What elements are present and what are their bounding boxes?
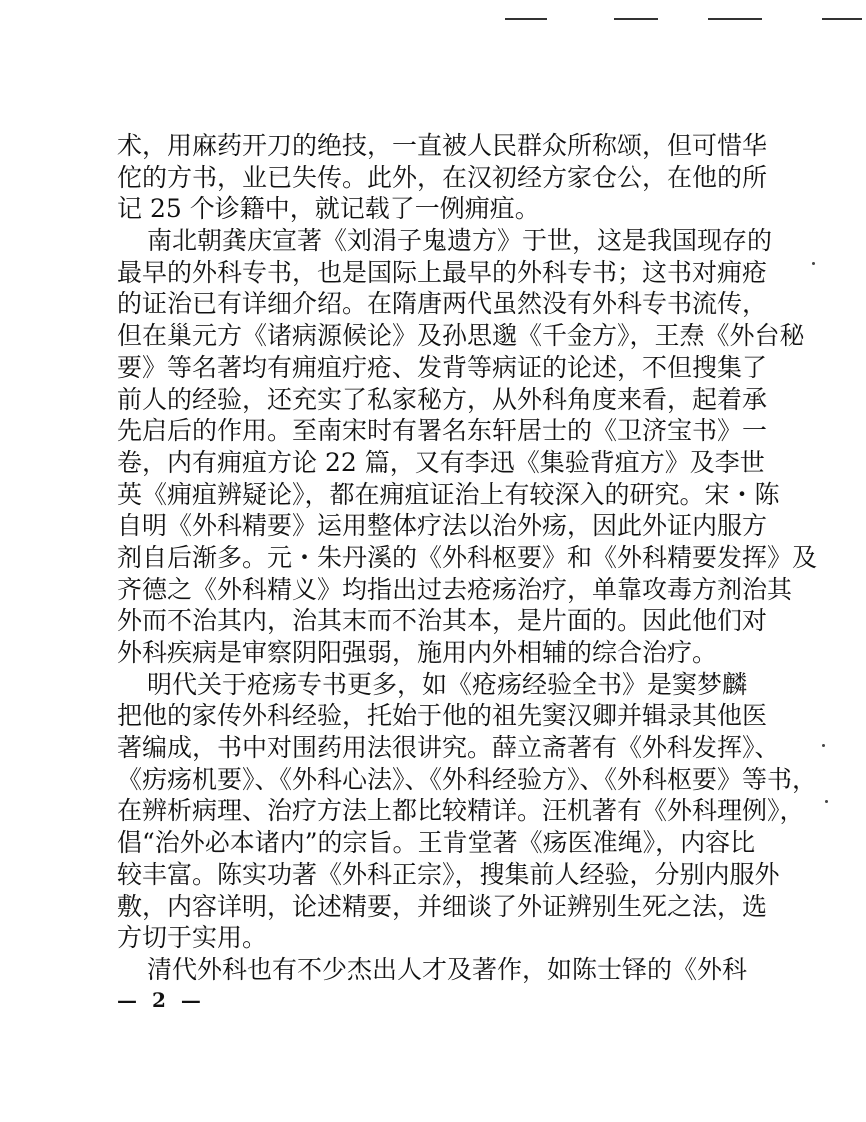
text-line: 在辨析病理、治疗方法上都比较精详。汪机著有《外科理例》， (117, 796, 805, 826)
page-number: — 2 — (117, 988, 205, 1012)
text-line: 南北朝龚庆宣著《刘涓子鬼遗方》于世，这是我国现存的 (147, 226, 773, 256)
text-line: 术，用麻药开刀的绝技，一直被人民群众所称颂，但可惜华 (117, 131, 768, 160)
text-line: 先启后的作用。至南宋时有署名东轩居士的《卫济宝书》一 (117, 416, 768, 446)
text-line: 齐德之《外科精义》均指出过去疮疡治疗，单靠攻毒方剂治其 (117, 574, 793, 604)
paragraph (117, 130, 768, 225)
paragraph (117, 954, 748, 986)
scan-mark (708, 18, 762, 20)
text-line: 要》等名著均有痈疽疔疮、发背等病证的论述，不但搜集了 (117, 352, 768, 382)
document-body (117, 130, 818, 986)
text-line: 外科疾病是审察阴阳强弱，施用内外相辅的综合治疗。 (117, 638, 718, 667)
text-line: 敷，内容详明，论述精要，并细谈了外证辨别生死之法，选 (117, 891, 768, 921)
text-line: 外而不治其内，治其末而不治其本，是片面的。因此他们对 (117, 606, 768, 636)
scan-mark (614, 18, 658, 20)
text-line: 但在巢元方《诸病源候论》及孙思邈《千金方》，王焘《外台秘 (117, 321, 805, 351)
scan-mark (505, 18, 547, 20)
scan-speck (812, 262, 815, 265)
text-line: 的证治已有详细介绍。在隋唐两代虽然没有外科专书流传， (117, 289, 768, 319)
text-line: 《疠疡机要》、《外科心法》、《外科经验方》、《外科枢要》等书， (117, 764, 818, 794)
text-line: 方切于实用。 (117, 923, 268, 953)
scan-mark (822, 18, 862, 20)
scan-speck (822, 744, 825, 747)
text-line: 自明《外科精要》运用整体疗法以治外疡，因此外证内服方 (117, 511, 768, 541)
text-line: 卷，内有痈疽方论 22 篇，又有李迅《集验背疽方》及李世 (117, 447, 765, 477)
paragraph (117, 669, 818, 954)
text-line: 清代外科也有不少杰出人才及著作，如陈士铎的《外科 (147, 954, 748, 984)
text-line: 剂自后渐多。元・朱丹溪的《外科枢要》和《外科精要发挥》及 (117, 542, 818, 572)
text-line: 把他的家传外科经验，托始于他的祖先窦汉卿并辑录其他医 (117, 701, 768, 731)
text-line: 著编成，书中对围药用法很讲究。薛立斋著有《外科发挥》、 (117, 733, 780, 763)
scan-speck (825, 800, 828, 803)
text-line: 最早的外科专书，也是国际上最早的外科专书；这书对痈疮 (117, 257, 768, 287)
paragraph (117, 225, 818, 669)
text-line: 明代关于疮疡专书更多，如《疮疡经验全书》是窦梦麟 (147, 669, 748, 699)
text-line: 较丰富。陈实功著《外科正宗》，搜集前人经验，分别内服外 (117, 859, 780, 889)
text-line: 记 25 个诊籍中，就记载了一例痈疽。 (117, 194, 540, 224)
text-line: 倡“治外必本诸内”的宗旨。王肯堂著《疡医准绳》，内容比 (117, 828, 756, 858)
text-line: 前人的经验，还充实了私家秘方，从外科角度来看，起着承 (117, 384, 768, 414)
text-line: 英《痈疽辨疑论》，都在痈疽证治上有较深入的研究。宋・陈 (117, 479, 780, 509)
text-line: 佗的方书，业已失传。此外，在汉初经方家仓公，在他的所 (117, 162, 768, 192)
